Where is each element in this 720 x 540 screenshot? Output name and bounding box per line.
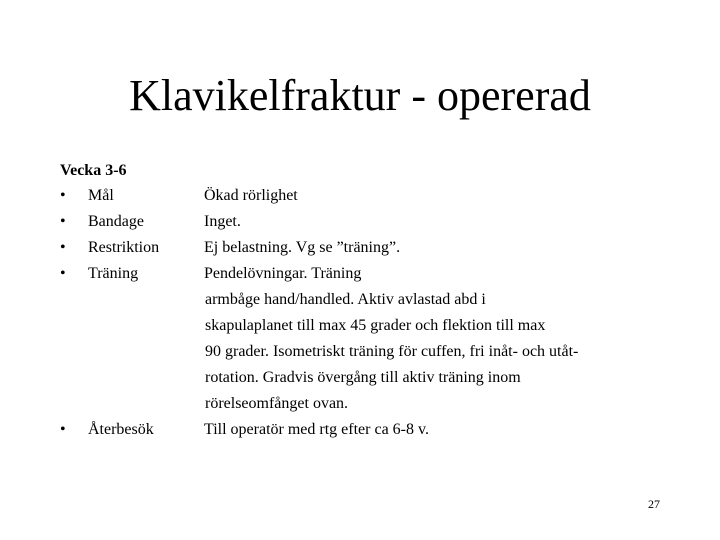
training-line: rörelseomfånget ovan. bbox=[205, 395, 349, 412]
item-label: Mål bbox=[88, 187, 114, 204]
item-label: Träning bbox=[88, 265, 139, 282]
item-value: Ökad rörlighet bbox=[204, 187, 298, 204]
item-label: Restriktion bbox=[88, 239, 160, 256]
section-heading: Vecka 3-6 bbox=[60, 162, 127, 179]
slide-title: Klavikelfraktur - opererad bbox=[129, 71, 591, 120]
item-value: Till operatör med rtg efter ca 6-8 v. bbox=[204, 421, 429, 438]
item-value: Inget. bbox=[204, 213, 241, 230]
bullet-icon: • bbox=[60, 421, 66, 438]
bullet-icon: • bbox=[60, 187, 66, 204]
training-line: rotation. Gradvis övergång till aktiv träning inom bbox=[205, 369, 521, 386]
bullet-icon: • bbox=[60, 213, 66, 230]
training-line: armbåge hand/handled. Aktiv avlastad abd i bbox=[205, 291, 486, 308]
bullet-icon: • bbox=[60, 239, 66, 256]
bullet-icon: • bbox=[60, 265, 66, 282]
item-value: Pendelövningar. Träning bbox=[204, 265, 362, 282]
item-label: Bandage bbox=[88, 213, 144, 230]
training-line: 90 grader. Isometriskt träning för cuffen, fri inåt- och utåt- bbox=[205, 343, 579, 360]
page-number: 27 bbox=[648, 497, 660, 511]
item-label: Återbesök bbox=[88, 421, 154, 438]
item-value: Ej belastning. Vg se ”träning”. bbox=[204, 239, 401, 256]
training-line: skapulaplanet till max 45 grader och flektion till max bbox=[205, 317, 546, 334]
